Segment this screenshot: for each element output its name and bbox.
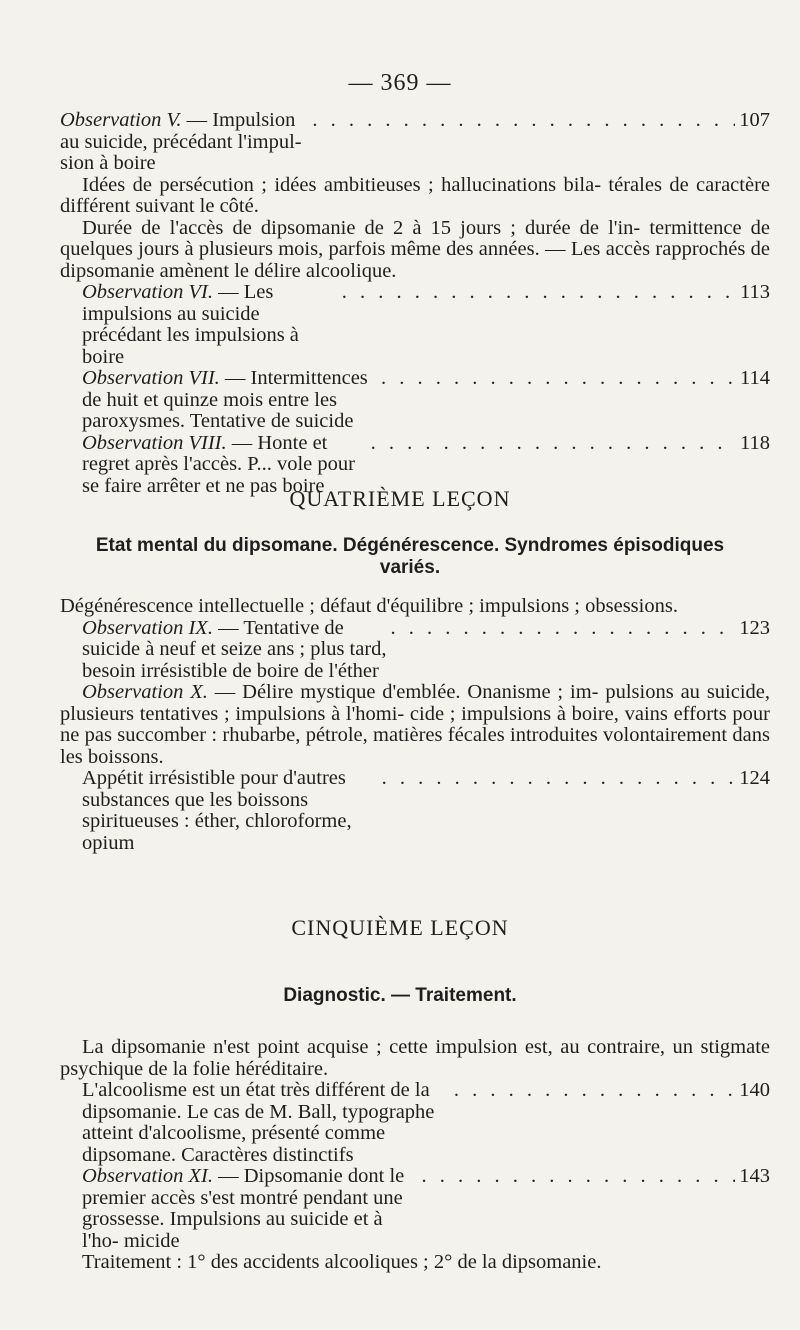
- obs8-page: 118: [740, 431, 770, 454]
- obs5-text: — Impulsion au suicide, précédant l'impul- sion à boire: [60, 109, 302, 174]
- toc-entry-appetite: [60, 768, 770, 854]
- leader-dots: [390, 618, 735, 640]
- obs10-title: Observation X.: [82, 681, 208, 703]
- leader-dots: [371, 433, 736, 455]
- lesson5-body: [60, 1037, 770, 1274]
- duration-paragraph: Durée de l'accès de dipsomanie de 2 à 15 jours ; durée de l'in- termittence de quelques jours à plusieurs mois, parfois même des années. — Les accès rapprochés de dipsomanie amènent le délire alcoolique.: [60, 216, 770, 282]
- obs9-title: Observation IX.: [82, 616, 213, 639]
- obs8-title: Observation VIII.: [82, 431, 227, 454]
- obs6-text: — Les impulsions au suicide précédant les impulsions à boire: [82, 281, 299, 368]
- toc-entry-obs6: [60, 282, 770, 368]
- p2-page: 140: [739, 1079, 770, 1101]
- appetite-page: 124: [739, 767, 770, 789]
- page-number: — 369 —: [348, 70, 452, 96]
- leader-dots: [342, 282, 736, 304]
- leader-dots: [422, 1166, 736, 1188]
- toc-entry-obs11: [60, 1166, 770, 1252]
- leader-dots: [382, 768, 736, 790]
- leader-dots: [312, 110, 735, 132]
- p2-text: L'alcoolisme est un état très différent de la dipsomanie. Le cas de M. Ball, typographe atteint d'alcoolisme, présenté comme dipsomane. Caractères distinctifs: [82, 1079, 435, 1166]
- lesson5-heading: CINQUIÈME LEÇON: [291, 915, 509, 940]
- obs11-page: 143: [739, 1165, 770, 1187]
- obs11-text: — Dipsomanie dont le premier accès s'est montré pendant une grossesse. Impulsions au suicide et à l'ho- micide: [82, 1165, 405, 1252]
- toc-entry-obs7: [60, 368, 770, 433]
- leader-dots: [381, 368, 736, 390]
- toc-entry-distinctifs: [60, 1080, 770, 1166]
- toc-entry-obs5: [60, 110, 770, 175]
- section-top: [60, 110, 770, 497]
- obs6-page: 113: [740, 281, 770, 303]
- obs7-page: 114: [740, 367, 770, 389]
- appetite-text: Appétit irrésistible pour d'autres substances que les boissons spiritueuses : éther, chloroforme, opium: [82, 767, 352, 854]
- obs6-title: Observation VI.: [82, 281, 213, 303]
- obs11-title: Observation XI.: [82, 1165, 213, 1187]
- treatment-paragraph: Traitement : 1° des accidents alcooliques ; 2° de la dipsomanie.: [82, 1251, 602, 1273]
- toc-entry-obs9: [60, 618, 770, 683]
- obs5-title: Observation V.: [60, 109, 182, 131]
- lesson4-body: [60, 596, 770, 854]
- obs9-page: 123: [739, 616, 770, 639]
- lesson5-subheading: Diagnostic. — Traitement.: [283, 985, 517, 1006]
- obs5-page: 107: [739, 109, 770, 131]
- ideas-paragraph: Idées de persécution ; idées ambitieuses ; hallucinations bila- térales de caractère différent suivant le côté.: [60, 173, 770, 217]
- lesson4-subheading: Etat mental du dipsomane. Dégénérescence. Syndromes épisodiques variés.: [95, 535, 725, 578]
- toc-entry-obs10: [60, 682, 770, 768]
- obs7-text: — Intermittences de huit et quinze mois entre les paroxysmes. Tentative de suicide: [82, 367, 368, 432]
- lesson4-intro: Dégénérescence intellectuelle ; défaut d'équilibre ; impulsions ; obsessions.: [60, 595, 678, 617]
- obs7-title: Observation VII.: [82, 367, 220, 389]
- leader-dots: [454, 1080, 735, 1102]
- lesson5-p1: La dipsomanie n'est point acquise ; cette impulsion est, au contraire, un stigmate psychique de la folie héréditaire.: [60, 1036, 770, 1080]
- obs8-text: — Honte et regret après l'accès. P... vole pour se faire arrêter et ne pas boire: [82, 431, 355, 497]
- lesson4-heading: QUATRIÈME LEÇON: [289, 486, 511, 511]
- obs9-text: — Tentative de suicide à neuf et seize ans ; plus tard, besoin irrésistible de boire de l'éther: [82, 616, 387, 682]
- obs10-text: — Délire mystique d'emblée. Onanisme ; im- pulsions au suicide, plusieurs tentatives ; impulsions à l'homi- cide ; impulsions à boire, vains efforts pour ne pas succomber : rhubarbe, pétrole, matières fécales introduites volontairement dans les boissons.: [60, 681, 771, 768]
